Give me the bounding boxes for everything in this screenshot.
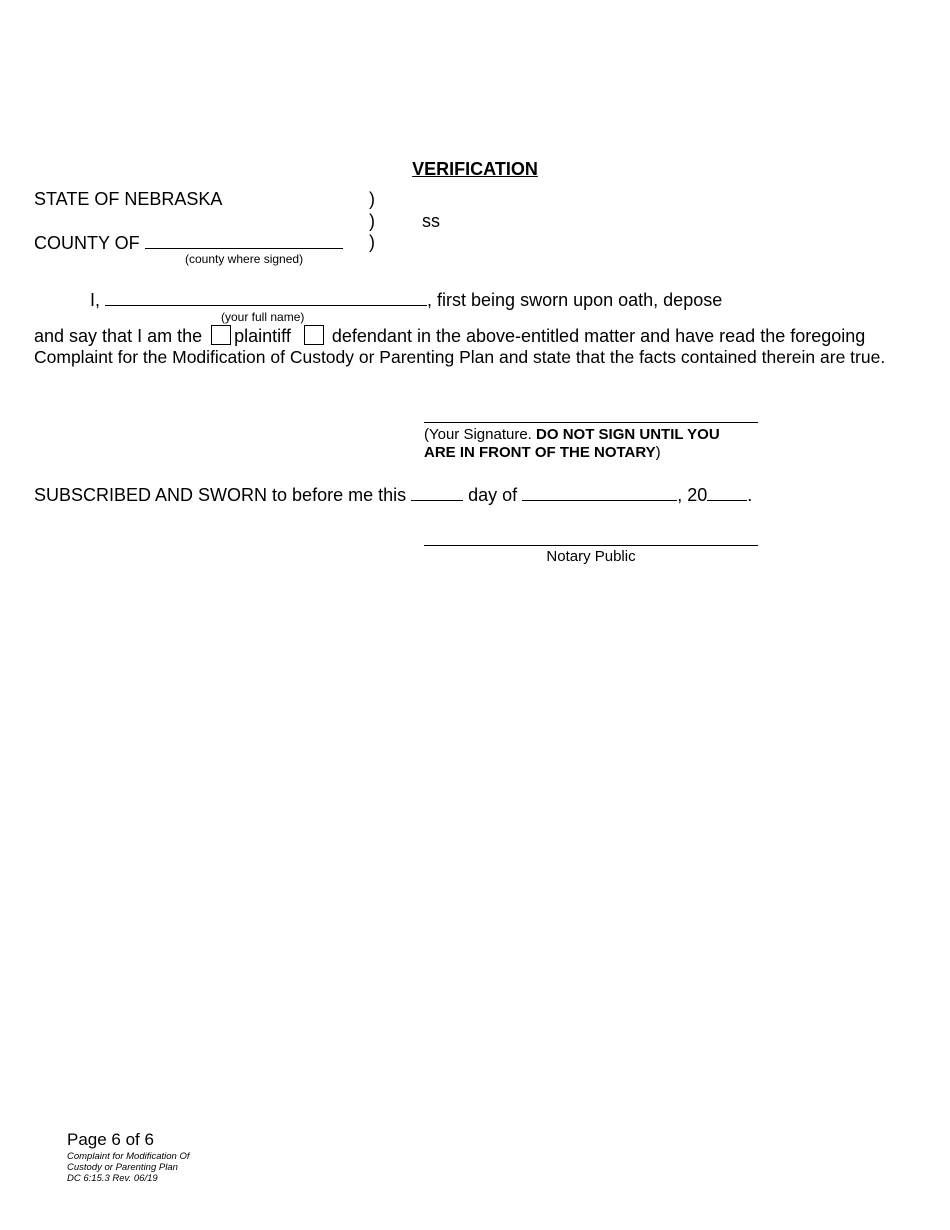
jurat-day-of: day of bbox=[468, 485, 518, 505]
jurat-line bbox=[34, 484, 752, 506]
signature-warning-1: DO NOT SIGN UNTIL YOU bbox=[536, 426, 720, 443]
oath-line2-start: and say that I am the bbox=[34, 326, 203, 346]
plaintiff-checkbox[interactable] bbox=[211, 325, 231, 345]
venue-paren-2: ) bbox=[369, 211, 375, 231]
form-name-line-1: Complaint for Modification Of bbox=[67, 1151, 190, 1162]
signature-line[interactable] bbox=[424, 422, 758, 423]
notary-signature-line[interactable] bbox=[424, 545, 758, 546]
oath-line-2 bbox=[34, 325, 865, 347]
defendant-checkbox[interactable] bbox=[304, 325, 324, 345]
venue-paren-3: ) bbox=[369, 232, 375, 252]
notary-label: Notary Public bbox=[546, 548, 636, 565]
signature-warning-2: ARE IN FRONT OF THE NOTARY bbox=[424, 444, 656, 461]
oath-line-3: Complaint for the Modification of Custody or Parenting Plan and state that the facts contained therein are true. bbox=[34, 347, 886, 367]
oath-line-1 bbox=[90, 289, 722, 311]
jurat-year-blank-field[interactable] bbox=[707, 484, 747, 501]
county-blank-field[interactable] bbox=[145, 232, 343, 249]
name-caption: (your full name) bbox=[221, 310, 305, 324]
jurat-text-start: SUBSCRIBED AND SWORN to before me this bbox=[34, 485, 407, 505]
oath-line2-end: in the above-entitled matter and have read the foregoing bbox=[416, 326, 866, 346]
signature-caption-close: ) bbox=[655, 444, 661, 461]
full-name-blank-field[interactable] bbox=[105, 289, 427, 306]
form-number: DC 6:15.3 Rev. 06/19 bbox=[67, 1173, 158, 1184]
form-name-line-2: Custody or Parenting Plan bbox=[67, 1162, 178, 1173]
jurat-year-prefix: , 20 bbox=[677, 485, 708, 505]
jurat-day-blank-field[interactable] bbox=[411, 484, 463, 501]
ss-label: ss bbox=[422, 211, 440, 231]
venue-paren-1: ) bbox=[369, 189, 375, 209]
page-number: Page 6 of 6 bbox=[67, 1130, 154, 1149]
oath-line1-suffix: , first being sworn upon oath, depose bbox=[427, 290, 723, 310]
state-label: STATE OF NEBRASKA bbox=[34, 189, 223, 209]
county-label: COUNTY OF bbox=[34, 233, 140, 253]
jurat-month-blank-field[interactable] bbox=[522, 484, 677, 501]
signature-caption-open: (Your Signature. bbox=[424, 426, 532, 443]
oath-prefix: I, bbox=[90, 290, 101, 310]
county-row bbox=[34, 232, 343, 254]
county-caption: (county where signed) bbox=[185, 252, 304, 266]
jurat-period: . bbox=[747, 485, 753, 505]
signature-caption bbox=[424, 426, 720, 462]
page-title: VERIFICATION bbox=[412, 159, 538, 179]
plaintiff-label: plaintiff bbox=[234, 326, 291, 346]
defendant-label: defendant bbox=[331, 326, 412, 346]
